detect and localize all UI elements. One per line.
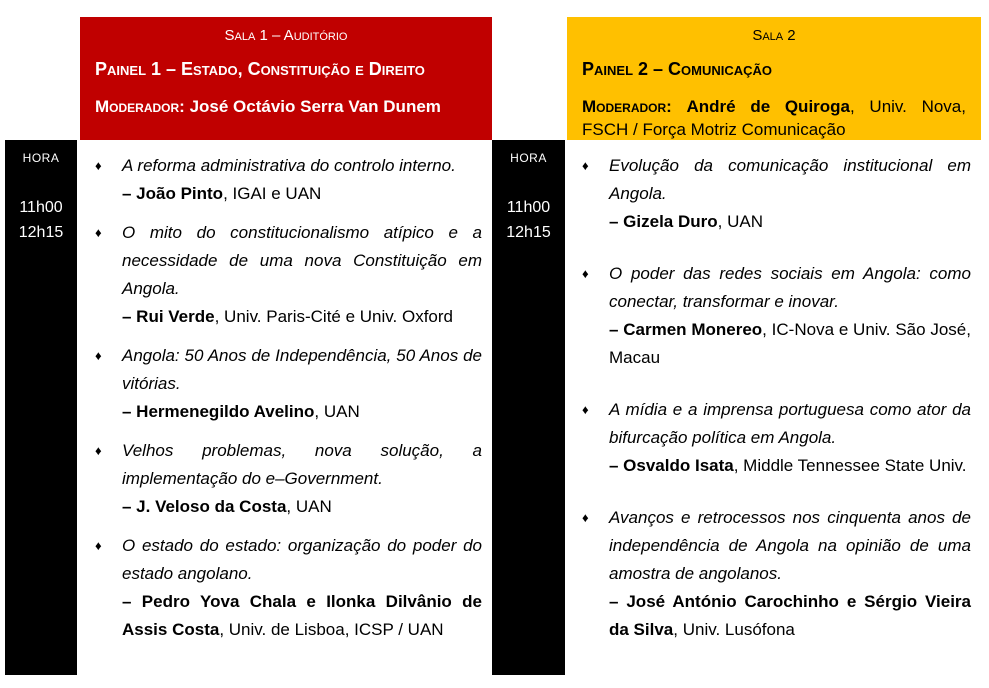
time-start: 11h00 <box>506 199 551 216</box>
session-text <box>122 342 482 426</box>
time-range <box>5 195 77 245</box>
session-text <box>609 396 971 480</box>
panel1-body <box>80 140 492 655</box>
talk-speaker <box>609 588 971 644</box>
speaker-affiliation: , UAN <box>286 497 332 516</box>
speaker-names: – Pedro Yova Chala e Ilonka Dilvânio de Assis Costa <box>122 592 482 639</box>
speaker-names: – Hermenegildo Avelino <box>122 402 315 421</box>
panel1-header <box>80 17 492 140</box>
speaker-names: – Gizela Duro <box>609 212 718 231</box>
speaker-names: – Carmen Monereo <box>609 320 763 339</box>
panel2-moderator-line <box>582 95 966 141</box>
time-end: 12h15 <box>506 224 551 241</box>
talk-speaker <box>122 303 482 331</box>
panel2-moderator-name: André de Quiroga <box>686 97 851 116</box>
diamond-bullet-icon: ♦ <box>95 225 102 240</box>
session-item <box>581 152 971 236</box>
speaker-affiliation: , UAN <box>314 402 360 421</box>
talk-title: Avanços e retrocessos nos cinquenta anos de independência de Angola na opinião de uma amostra de angolanos. <box>609 508 971 583</box>
session-text <box>122 152 482 208</box>
speaker-names: – Rui Verde <box>122 307 215 326</box>
session-item <box>94 437 482 521</box>
panel2-body <box>567 140 981 668</box>
panel1-moderator-name: José Octávio Serra Van Dunem <box>189 97 441 116</box>
hora-label: HORA <box>510 151 547 165</box>
time-end: 12h15 <box>18 224 64 241</box>
talk-title: A mídia e a imprensa portuguesa como ator da bifurcação política em Angola. <box>609 400 971 447</box>
talk-speaker <box>122 398 482 426</box>
talk-title: Evolução da comunicação institucional em Angola. <box>609 156 971 203</box>
talk-title: O mito do constitucionalismo atípico e a necessidade de uma nova Constituição em Angola. <box>122 223 482 298</box>
session-item <box>94 219 482 331</box>
speaker-affiliation: , Univ. Lusófona <box>673 620 795 639</box>
speaker-names: – Osvaldo Isata <box>609 456 734 475</box>
panel1-title: Painel 1 – Estado, Constituição e Direito <box>95 59 425 79</box>
panel1-moderator-label: Moderador: <box>95 97 185 116</box>
speaker-affiliation: , Univ. Paris-Cité e Univ. Oxford <box>214 307 453 326</box>
diamond-bullet-icon: ♦ <box>582 266 589 281</box>
talk-title: O estado do estado: organização do poder do estado angolano. <box>122 536 482 583</box>
diamond-bullet-icon: ♦ <box>95 158 102 173</box>
panel1-moderator-line <box>95 95 477 118</box>
speaker-names: – João Pinto <box>122 184 224 203</box>
talk-speaker <box>609 316 971 372</box>
talk-title: Angola: 50 Anos de Independência, 50 Anos de vitórias. <box>122 346 482 393</box>
session-text <box>122 437 482 521</box>
diamond-bullet-icon: ♦ <box>582 510 589 525</box>
session-text <box>609 504 971 644</box>
speaker-affiliation: , Middle Tennessee State Univ. <box>733 456 967 475</box>
talk-title: O poder das redes sociais em Angola: como conectar, transformar e inovar. <box>609 264 971 311</box>
time-column-2 <box>492 140 565 675</box>
speaker-affiliation: , Univ. de Lisboa, ICSP / UAN <box>219 620 444 639</box>
talk-title: A reforma administrativa do controlo interno. <box>122 156 456 175</box>
session-text <box>122 532 482 644</box>
speaker-affiliation: , IC-Nova e Univ. São José, Macau <box>609 320 971 367</box>
diamond-bullet-icon: ♦ <box>95 538 102 553</box>
time-range <box>492 195 565 245</box>
diamond-bullet-icon: ♦ <box>95 348 102 363</box>
panel2-room-name: Sala 2 <box>752 27 796 44</box>
talk-speaker <box>122 180 482 208</box>
talk-speaker <box>122 493 482 521</box>
session-item <box>581 504 971 644</box>
diamond-bullet-icon: ♦ <box>582 402 589 417</box>
session-text <box>609 260 971 372</box>
session-item <box>94 532 482 644</box>
time-start: 11h00 <box>19 199 63 216</box>
session-text <box>609 152 971 236</box>
talk-speaker <box>609 208 971 236</box>
session-item <box>94 152 482 208</box>
hora-label: HORA <box>22 151 60 165</box>
talk-speaker <box>122 588 482 644</box>
session-item <box>581 396 971 480</box>
session-text <box>122 219 482 331</box>
panel2-moderator-affiliation: , Univ. Nova, FSCH / Força Motriz Comunicação <box>582 97 966 139</box>
diamond-bullet-icon: ♦ <box>582 158 589 173</box>
panel2-moderator-label: Moderador: <box>582 97 672 116</box>
talk-title: Velhos problemas, nova solução, a implementação do e–Government. <box>122 441 482 488</box>
speaker-affiliation: , IGAI e UAN <box>223 184 322 203</box>
speaker-names: – José António Carochinho e Sérgio Vieira da Silva <box>609 592 971 639</box>
session-item <box>581 260 971 372</box>
session-item <box>94 342 482 426</box>
talk-speaker <box>609 452 971 480</box>
time-column-1 <box>5 140 77 675</box>
panel2-title: Painel 2 – Comunicação <box>582 59 773 79</box>
speaker-names: – J. Veloso da Costa <box>122 497 287 516</box>
speaker-affiliation: , UAN <box>717 212 763 231</box>
diamond-bullet-icon: ♦ <box>95 443 102 458</box>
panel2-header <box>567 17 981 140</box>
panel1-room-name: Sala 1 – Auditório <box>224 27 348 44</box>
